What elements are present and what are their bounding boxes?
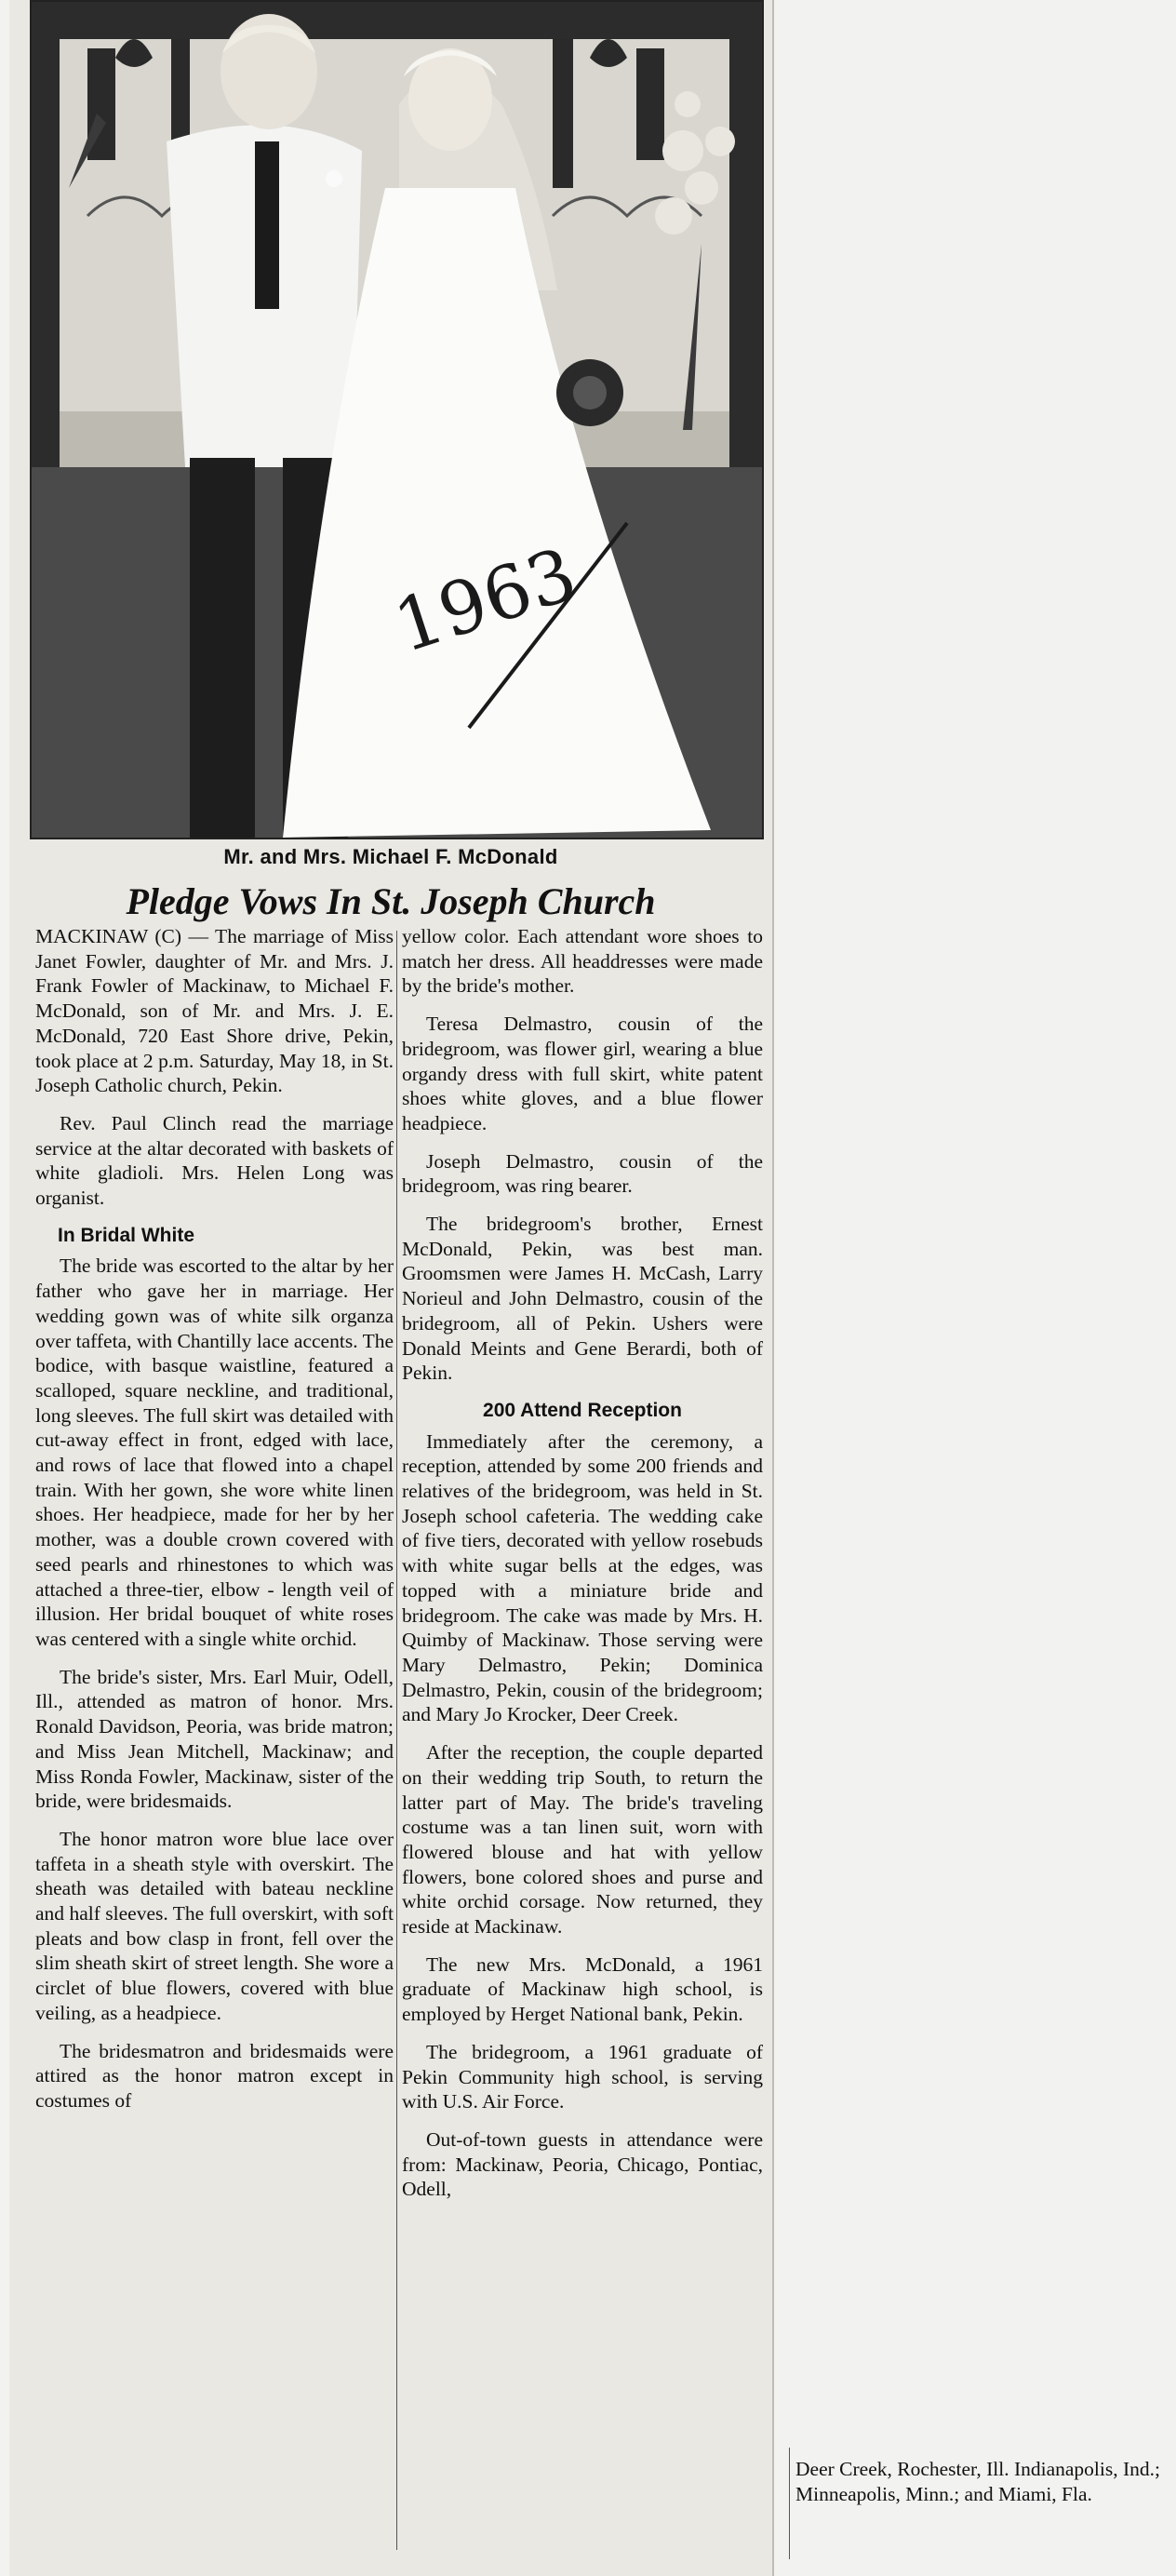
newspaper-clipping [9,0,774,2576]
headline: Pledge Vows In St. Joseph Church [126,880,656,922]
paragraph: The bride was escorted to the altar by her father who gave her in marriage. Her wedding gown was of white silk organza over taffeta, with Chantilly lace accents. The bodice, with basque waistline, featured a scalloped, square neckline, and traditional, long sleeves. The full skirt was detailed with cut-away effect in front, edged with lace, and rows of lace that flowed into a chapel train. With her gown, she wore white linen shoes. Her headpiece, made for her by her mother, was a double crown covered with seed pearls and rhinestones to which was attached a three-tier, elbow - length veil of illusion. Her bridal bouquet of white roses was centered with a single white orchid. [35,1254,394,1650]
paragraph: After the reception, the couple departed on their wedding trip South, to return the latter part of May. The bride's traveling costume was a tan linen suit, worn with flowered blouse and hat with yellow flowers, bone colored shoes and purse and white orchid corsage. Now returned, they reside at Mackinaw. [402,1741,763,1939]
article-column-1 [35,924,394,2127]
paragraph: yellow color. Each attendant wore shoes to match her dress. All headdresses were made by the bride's mother. [402,925,763,998]
paragraph: Rev. Paul Clinch read the marriage service at the altar decorated with baskets of white gladioli. Mrs. Helen Long was organist. [35,1111,394,1210]
paragraph: The bridegroom, a 1961 graduate of Pekin Community high school, is serving with U.S. Air Force. [402,2040,763,2113]
paragraph: The bridegroom's brother, Ernest McDonald, Pekin, was best man. Groomsmen were James H. McCash, Larry Norieul and John Delmastro, cousin of the bridegroom, all of Pekin. Ushers were Donald Meints and Gene Berardi, both of Pekin. [402,1213,763,1385]
paragraph: The new Mrs. McDonald, a 1961 graduate of Mackinaw high school, is employed by Herget National bank, Pekin. [402,1952,763,2026]
paragraph: Deer Creek, Rochester, Ill. Indianapolis, Ind.; Minneapolis, Minn.; and Miami, Fla. [795,2458,1160,2505]
paragraph: Immediately after the ceremony, a reception, attended by some 200 friends and relatives of the bridegroom, was held in St. Joseph school cafeteria. The wedding cake of five tiers, decorated with yellow rosebuds with white sugar bells at the edges, was topped with a miniature bride and bridegroom. The cake was made by Mrs. H. Quimby of Mackinaw. Those serving were Mary Delmastro, Pekin; Dominica Delmastro, Pekin, cousin of the bridegroom; and Mary Jo Krocker, Deer Creek. [402,1429,763,1726]
paragraph: MACKINAW (C) — The marriage of Miss Janet Fowler, daughter of Mr. and Mrs. J. Frank Fowler of Mackinaw, to Michael F. McDonald, son of Mr. and Mrs. J. E. McDonald, 720 East Shore drive, Pekin, took place at 2 p.m. Saturday, May 18, in St. Joseph Catholic church, Pekin. [35,925,394,1097]
column-divider [789,2448,790,2559]
subhead: In Bridal White [58,1224,194,1246]
paragraph: The bridesmatron and bridesmaids were attired as the honor matron except in costumes of [35,2039,394,2112]
article-column-2 [402,924,763,2215]
paragraph: Teresa Delmastro, cousin of the bridegroom, was flower girl, wearing a blue organdy dress with full skirt, white patent shoes white gloves, and a blue flower headpiece. [402,1013,763,1134]
wedding-photo [30,0,764,839]
article-column-3 [795,2457,1168,2506]
photo-caption: Mr. and Mrs. Michael F. McDonald [223,845,558,868]
wedding-photo-illustration [32,2,762,838]
column-divider [396,931,397,2550]
paragraph: The bride's sister, Mrs. Earl Muir, Odell, Ill., attended as matron of honor. Mrs. Ronald Davidson, Peoria, was bride matron; and Miss Jean Mitchell, Mackinaw; and Miss Ronda Fowler, Mackinaw, sister of the bride, were bridesmaids. [35,1665,394,1813]
handwritten-year: 1963 [384,532,587,670]
subhead: 200 Attend Reception [483,1399,682,1421]
paragraph: The honor matron wore blue lace over taffeta in a sheath style with overskirt. The sheath was detailed with bateau neckline and half sleeves. The full overskirt, with soft pleats and bow clasp in front, fell over the slim sheath skirt of street length. She wore a circlet of blue flowers, covered with blue veiling, as a headpiece. [35,1827,394,2024]
paragraph: Joseph Delmastro, cousin of the bridegroom, was ring bearer. [402,1149,763,1198]
paragraph: Out-of-town guests in attendance were from: Mackinaw, Peoria, Chicago, Pontiac, Odell, [402,2127,763,2201]
